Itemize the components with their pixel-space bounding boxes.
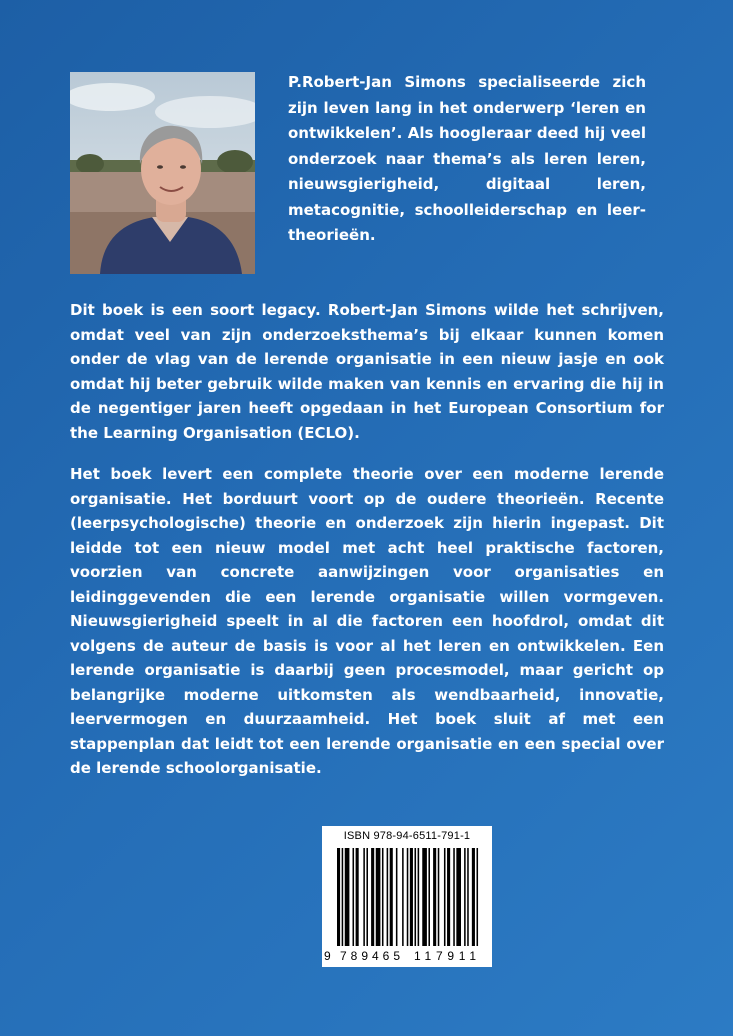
body-paragraph-2: Het boek levert een complete theorie over een moderne lerende organisatie. Het borduurt voort op de oudere theorieën. Recente (leerpsychologische) theorie en onderzoek zijn hierin ingepast. Dit leidde tot een nieuw model met acht heel praktische factoren, voorzien van concrete aanwijzingen voor organisaties en leidinggevenden die een lerende organisatie willen vormgeven. Nieuwsgierigheid speelt in al die factoren een hoofdrol, omdat dit volgens de auteur de basis is voor al het leren en ontwikkelen. Een lerende organisatie is daarbij geen procesmodel, maar gericht op belangrijke moderne uitkomsten als wendbaarheid, innovatie, leervermogen en duurzaamheid. Het boek sluit af met een stappenplan dat leidt tot een lerende organisatie en een special over de lerende schoolorganisatie. [70,465,664,777]
isbn-label: ISBN 978-94-6511-791-1 [343,830,471,842]
barcode-digits-right: 117911 [414,949,476,963]
barcode-digits-left: 789465 [340,949,400,963]
author-photo [70,72,255,274]
author-bio: P.Robert-Jan Simons specialiseerde zich zijn leven lang in het onderwerp ‘leren en ontwikkelen’. Als hoogleraar deed hij veel onderzoek naar thema’s als leren leren, nieuwsgierigheid, digitaal leren, metacognitie, schoolleiderschap en leer-theorieën. [288,73,646,244]
isbn-barcode [322,826,492,967]
barcode-graphic [322,826,492,967]
body-paragraph-1: Dit boek is een soort legacy. Robert-Jan Simons wilde het schrijven, omdat veel van zijn onderzoeksthema’s bij elkaar kunnen komen onder de vlag van de lerende organisatie in een nieuw jasje en ook omdat hij beter gebruik wilde maken van kennis en ervaring die hij in de negentiger jaren heeft opgedaan in het European Consortium for the Learning Organisation (ECLO). [70,301,664,442]
barcode-digit-first: 9 [324,949,331,963]
